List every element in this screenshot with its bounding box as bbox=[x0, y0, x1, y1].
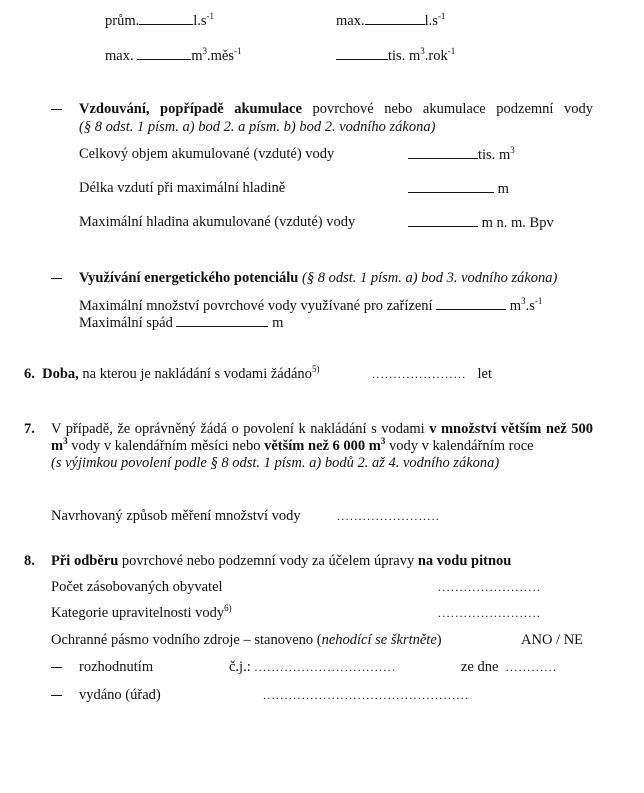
zedne-row bbox=[461, 659, 557, 676]
zedne-field[interactable]: ............ bbox=[505, 660, 558, 674]
kategorie-label: Kategorie upravitelnosti vody$^{6)}$ bbox=[51, 603, 232, 621]
mereni-label: Navrhovaný způsob měření množství vody bbox=[51, 508, 301, 524]
doba-value: ...................... let bbox=[372, 366, 492, 382]
mnozstvi-label: Maximální množství povrchové vody využívané pro zařízení bbox=[79, 298, 433, 314]
rok-field[interactable] bbox=[336, 47, 388, 60]
objem-field[interactable] bbox=[408, 146, 478, 159]
max-ls-field[interactable] bbox=[365, 12, 425, 25]
hladina-value: m n. m. Bpv bbox=[408, 214, 554, 232]
cj-row bbox=[229, 659, 396, 676]
mereni-field[interactable]: ........................ bbox=[337, 509, 441, 523]
section-8-title: Při odběru povrchové nebo podzemní vody za účelem úpravy na vodu pitnou bbox=[51, 553, 512, 569]
vydano-label: vydáno (úřad) bbox=[79, 687, 161, 703]
energie-title: Využívání energetického potenciálu (§ 8 odst. 1 písm. a) bod 3. vodního zákona) bbox=[79, 270, 558, 286]
objem-label: Celkový objem akumulované (vzduté) vody bbox=[79, 146, 335, 162]
vzdouvani-title: Vzdouvání, popřípadě akumulace povrchové nebo akumulace podzemní vody bbox=[79, 101, 593, 117]
cj-label: č.j.: bbox=[229, 659, 251, 675]
bullet-dash bbox=[51, 667, 62, 668]
mnozstvi-field[interactable] bbox=[436, 297, 506, 310]
spad-field[interactable] bbox=[176, 314, 268, 327]
hladina-field[interactable] bbox=[408, 214, 478, 227]
pasmo-label: Ochranné pásmo vodního zdroje – stanoveno (nehodící se škrtněte) bbox=[51, 632, 442, 648]
section-number: 8. bbox=[24, 553, 35, 569]
delka-label: Délka vzdutí při maximální hladině bbox=[79, 180, 286, 196]
footnote-ref: 6) bbox=[224, 603, 232, 613]
section-7-text: V případě, že oprávněný žádá o povolení k nakládání s vodami v množství větším než 500 $m^3$ vody v kalendářním měsíci nebo větším než 6 000 $m^3$ vody v kalendářním roce (s výjimkou povolení podle § 8 odst. 1 písm. a) bodů 2. až 4. vodního zákona) bbox=[51, 421, 594, 471]
rozhodnutim-label: rozhodnutím bbox=[79, 659, 154, 675]
bullet-dash bbox=[51, 109, 62, 110]
max-mes-field[interactable] bbox=[137, 47, 191, 60]
footnote-ref: 5) bbox=[311, 364, 320, 374]
zedne-label: ze dne bbox=[461, 659, 499, 675]
energie-mnozstvi-row: Maximální množství povrchové vody využívané pro zařízení $m^3.s^{-1}$ bbox=[79, 296, 543, 314]
section-6: 6. Doba, na kterou je nakládání s vodami žádáno$^{5)}$ bbox=[24, 364, 320, 382]
spad-row: Maximální spád m bbox=[79, 315, 284, 331]
obyvatel-field[interactable]: ........................ bbox=[438, 580, 542, 594]
pasmo-options[interactable]: ANO / NE bbox=[521, 632, 584, 648]
prum-row: prům. $l.s^{-1}$ bbox=[105, 11, 215, 29]
delka-field[interactable] bbox=[408, 180, 494, 193]
section-number: 7. bbox=[24, 421, 35, 437]
max-ls-label: max. bbox=[336, 13, 365, 29]
prum-label: prům. bbox=[105, 13, 140, 29]
max-ls-row: max. $l.s^{-1}$ bbox=[336, 11, 446, 29]
cj-field[interactable]: ................................. bbox=[254, 660, 397, 674]
objem-value: tis. $m^3$ bbox=[408, 146, 515, 164]
max-mes-label: max. bbox=[105, 48, 138, 64]
max-mes-row: max. $m^3.měs^{-1}$ bbox=[105, 46, 242, 64]
kategorie-field[interactable]: ........................ bbox=[438, 606, 542, 620]
delka-value: m bbox=[408, 180, 509, 198]
bullet-dash bbox=[51, 278, 62, 279]
doba-field[interactable]: ...................... bbox=[372, 367, 467, 381]
bullet-dash bbox=[51, 695, 62, 696]
prum-field[interactable] bbox=[139, 12, 193, 25]
obyvatel-label: Počet zásobovaných obyvatel bbox=[51, 579, 223, 595]
spad-label: Maximální spád bbox=[79, 315, 173, 331]
rok-row: tis. $m^3.rok^{-1}$ bbox=[336, 47, 455, 65]
vydano-field[interactable]: ................................................ bbox=[263, 688, 470, 702]
section-number: 6. bbox=[24, 366, 35, 382]
hladina-label: Maximální hladina akumulované (vzduté) vody bbox=[79, 214, 356, 230]
vzdouvani-ref: (§ 8 odst. 1 písm. a) bod 2. a písm. b) bod 2. vodního zákona) bbox=[79, 119, 436, 135]
